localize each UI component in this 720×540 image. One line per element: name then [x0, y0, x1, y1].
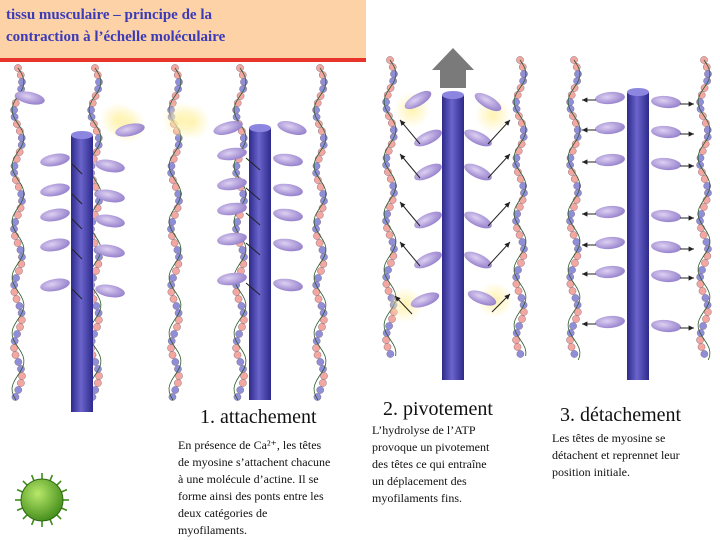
- actin-bead: [567, 224, 574, 231]
- actin-bead: [240, 78, 247, 85]
- actin-bead: [317, 267, 324, 274]
- actin-bead: [519, 238, 526, 245]
- actin-bead: [516, 322, 523, 329]
- actin-bead: [513, 105, 520, 112]
- actin-bead: [568, 266, 575, 273]
- actin-bead: [516, 231, 523, 238]
- actin-bead: [15, 386, 22, 393]
- actin-bead: [515, 147, 522, 154]
- myosin-filament-top: [71, 131, 93, 139]
- actin-bead: [172, 386, 179, 393]
- step-3-label: 3. détachement: [560, 404, 682, 426]
- actin-bead: [697, 105, 704, 112]
- arrowhead: [689, 275, 694, 280]
- myosin-head-icon: [462, 160, 494, 184]
- actin-bead: [567, 105, 574, 112]
- actin-bead: [15, 267, 22, 274]
- actin-bead: [312, 106, 319, 113]
- actin-bead: [15, 358, 22, 365]
- myosin-head-icon: [39, 206, 71, 223]
- actin-bead: [235, 295, 242, 302]
- actin-bead: [698, 266, 705, 273]
- actin-bead: [513, 329, 520, 336]
- actin-bead: [697, 329, 704, 336]
- actin-bead: [17, 379, 24, 386]
- actin-bead: [171, 239, 178, 246]
- actin-bead: [701, 350, 708, 357]
- actin-bead: [314, 351, 321, 358]
- myosin-head-icon: [651, 209, 682, 224]
- myosin-head-icon: [412, 126, 444, 150]
- actin-bead: [12, 351, 19, 358]
- actin-bead: [17, 365, 24, 372]
- actin-bead: [88, 113, 95, 120]
- myosin-filament-top: [249, 124, 271, 132]
- arrowhead: [582, 159, 587, 164]
- actin-bead: [318, 323, 325, 330]
- actin-bead: [93, 302, 100, 309]
- step-1-line: forme ainsi des ponts entre les: [178, 489, 324, 503]
- actin-bead: [514, 343, 521, 350]
- myosin-head-icon: [94, 282, 126, 299]
- arrowhead: [689, 131, 694, 136]
- actin-bead: [319, 379, 326, 386]
- actin-bead: [390, 126, 397, 133]
- actin-bead: [11, 337, 18, 344]
- myosin-head-icon: [272, 152, 303, 168]
- actin-bead: [233, 337, 240, 344]
- actin-bead: [238, 323, 245, 330]
- actin-bead: [313, 232, 320, 239]
- actin-bead: [385, 287, 392, 294]
- actin-bead: [170, 155, 177, 162]
- step-3-line: Les têtes de myosine se: [552, 431, 666, 445]
- step-2-line: L’hydrolyse de l’ATP: [372, 423, 476, 437]
- actin-bead: [571, 259, 578, 266]
- myosin-head-icon: [39, 151, 71, 168]
- actin-bead: [387, 350, 394, 357]
- myosin-head-icon: [412, 160, 444, 184]
- actin-bead: [175, 78, 182, 85]
- actin-bead: [384, 266, 391, 273]
- step-1-line: à une molécule d’actine. Il se: [178, 472, 319, 486]
- myosin-filament: [442, 95, 464, 380]
- actin-bead: [701, 259, 708, 266]
- actin-bead: [14, 239, 21, 246]
- actin-bead: [572, 294, 579, 301]
- actin-bead: [512, 98, 519, 105]
- actin-bead: [320, 134, 327, 141]
- actin-bead: [699, 147, 706, 154]
- actin-bead: [317, 358, 324, 365]
- actin-bead: [14, 330, 21, 337]
- myosin-head-icon: [272, 277, 303, 293]
- actin-bead: [517, 259, 524, 266]
- step-3-line: détachent et reprennet leur: [552, 448, 680, 462]
- actin-bead: [319, 246, 326, 253]
- actin-bead: [94, 379, 101, 386]
- actin-bead: [239, 246, 246, 253]
- arrowhead: [689, 246, 694, 251]
- actin-bead: [168, 337, 175, 344]
- actin-bead: [315, 295, 322, 302]
- actin-bead: [16, 302, 23, 309]
- actin-bead: [517, 350, 524, 357]
- myosin-head-icon: [595, 205, 626, 220]
- myosin-head-icon: [412, 248, 444, 272]
- step-1-description: [178, 437, 363, 539]
- myosin-head-icon: [595, 265, 626, 280]
- actin-bead: [703, 238, 710, 245]
- actin-bead: [173, 302, 180, 309]
- actin-bead: [567, 329, 574, 336]
- myosin-head-icon: [595, 121, 626, 136]
- myosin-head-icon: [272, 182, 303, 198]
- actin-bead: [385, 147, 392, 154]
- arrowhead: [689, 101, 694, 106]
- myosin-filament: [627, 92, 649, 380]
- actin-bead: [17, 246, 24, 253]
- actin-bead: [13, 155, 20, 162]
- actin-bead: [238, 302, 245, 309]
- step-2-line: un déplacement des: [372, 474, 467, 488]
- myosin-head-icon: [412, 208, 444, 232]
- actin-bead: [18, 134, 25, 141]
- arrowhead: [689, 325, 694, 330]
- actin-bead: [569, 287, 576, 294]
- actin-bead: [174, 365, 181, 372]
- step-2-description: [372, 422, 532, 507]
- myosin-head-icon: [595, 236, 626, 251]
- myosin-filament-top: [442, 91, 464, 99]
- actin-bead: [574, 126, 581, 133]
- actin-bead: [514, 266, 521, 273]
- actin-bead: [236, 330, 243, 337]
- actin-bead: [239, 365, 246, 372]
- myosin-head-icon: [651, 95, 682, 110]
- myosin-head-icon: [595, 91, 626, 106]
- actin-bead: [697, 224, 704, 231]
- actin-bead: [239, 379, 246, 386]
- actin-bead: [314, 274, 321, 281]
- actin-bead: [315, 155, 322, 162]
- actin-bead: [702, 294, 709, 301]
- actin-bead: [237, 358, 244, 365]
- actin-bead: [570, 322, 577, 329]
- myosin-head-icon: [462, 248, 494, 272]
- step-2-label: 2. pivotement: [383, 398, 493, 420]
- actin-bead: [233, 113, 240, 120]
- actin-bead: [520, 70, 527, 77]
- actin-bead: [704, 70, 711, 77]
- actin-bead: [320, 78, 327, 85]
- step-1-line: En présence de Ca²⁺, les têtes: [178, 438, 322, 452]
- actin-bead: [317, 386, 324, 393]
- actin-bead: [316, 239, 323, 246]
- actin-bead: [18, 78, 25, 85]
- actin-bead: [16, 323, 23, 330]
- actin-bead: [171, 330, 178, 337]
- myosin-head-icon: [272, 207, 303, 223]
- actin-bead: [699, 287, 706, 294]
- actin-bead: [700, 231, 707, 238]
- actin-bead: [696, 98, 703, 105]
- myosin-filament-top: [627, 88, 649, 96]
- step-1-label: 1. attachement: [200, 406, 317, 428]
- actin-bead: [518, 294, 525, 301]
- myosin-head-icon: [651, 157, 682, 172]
- actin-bead: [10, 106, 17, 113]
- myosin-head-icon: [651, 240, 682, 255]
- actin-bead: [383, 105, 390, 112]
- actin-bead: [237, 386, 244, 393]
- actin-bead: [700, 322, 707, 329]
- actin-bead: [232, 106, 239, 113]
- myosin-head-icon: [39, 236, 71, 253]
- actin-bead: [569, 147, 576, 154]
- arrowhead: [582, 321, 587, 326]
- actin-bead: [95, 78, 102, 85]
- actin-bead: [383, 329, 390, 336]
- arrowhead: [582, 271, 587, 276]
- actin-bead: [173, 323, 180, 330]
- actin-bead: [174, 246, 181, 253]
- actin-bead: [169, 274, 176, 281]
- myosin-head-icon: [94, 157, 126, 174]
- myosin-filament: [71, 135, 93, 412]
- arrowhead: [689, 215, 694, 220]
- step-1-line: myofilaments.: [178, 523, 247, 537]
- arrowhead: [582, 242, 587, 247]
- actin-bead: [12, 274, 19, 281]
- myosin-head-icon: [39, 276, 71, 293]
- arrowhead: [582, 97, 587, 102]
- step-3-description: [552, 430, 714, 481]
- step-1-line: deux catégories de: [178, 506, 268, 520]
- actin-bead: [174, 379, 181, 386]
- actin-bead: [570, 231, 577, 238]
- actin-bead: [384, 343, 391, 350]
- arrowhead: [689, 163, 694, 168]
- actin-bead: [572, 315, 579, 322]
- actin-bead: [319, 365, 326, 372]
- actin-bead: [168, 232, 175, 239]
- actin-bead: [316, 330, 323, 337]
- actin-bead: [11, 113, 18, 120]
- actin-bead: [172, 267, 179, 274]
- myosin-filament: [249, 128, 271, 400]
- actin-bead: [94, 365, 101, 372]
- actin-bead: [386, 322, 393, 329]
- step-3-line: position initiale.: [552, 465, 630, 479]
- actin-bead: [240, 134, 247, 141]
- panel-detachement: [566, 56, 711, 380]
- step-2-line: provoque un pivotement: [372, 440, 490, 454]
- panel-attachement: [10, 64, 327, 412]
- myosin-head-icon: [651, 319, 682, 334]
- step-2-line: des têtes ce qui entraîne: [372, 457, 487, 471]
- actin-bead: [698, 343, 705, 350]
- actin-bead: [513, 224, 520, 231]
- actin-bead: [93, 323, 100, 330]
- actin-bead: [702, 315, 709, 322]
- actin-bead: [11, 232, 18, 239]
- myosin-head-icon: [272, 237, 303, 253]
- myosin-head-icon: [595, 315, 626, 330]
- actin-bead: [518, 315, 525, 322]
- step-1-line: de myosine s’attachent chacune: [178, 455, 331, 469]
- actin-bead: [313, 337, 320, 344]
- panel-pivotement: [382, 48, 527, 380]
- myosin-head-icon: [276, 118, 308, 137]
- actin-bead: [170, 295, 177, 302]
- actin-bead: [313, 113, 320, 120]
- actin-bead: [566, 98, 573, 105]
- arrowhead: [582, 127, 587, 132]
- actin-bead: [573, 238, 580, 245]
- actin-bead: [382, 98, 389, 105]
- actin-bead: [390, 70, 397, 77]
- actin-bead: [520, 126, 527, 133]
- myosin-head-icon: [595, 153, 626, 168]
- myosin-head-icon: [462, 208, 494, 232]
- actin-bead: [318, 302, 325, 309]
- actin-bead: [571, 350, 578, 357]
- actin-bead: [95, 134, 102, 141]
- arrowhead: [582, 211, 587, 216]
- title-line-1: tissu musculaire – principe de la: [6, 7, 212, 23]
- step-2-line: myofilaments fins.: [372, 491, 462, 505]
- actin-bead: [92, 267, 99, 274]
- actin-bead: [574, 70, 581, 77]
- myosin-head-icon: [39, 181, 71, 198]
- actin-bead: [383, 224, 390, 231]
- actin-bead: [389, 238, 396, 245]
- myosin-head-icon: [94, 212, 126, 229]
- actin-bead: [386, 231, 393, 238]
- actin-bead: [172, 358, 179, 365]
- actin-bead: [515, 287, 522, 294]
- myosin-head-icon: [651, 269, 682, 284]
- virus-icon: [21, 479, 63, 521]
- actin-bead: [234, 351, 241, 358]
- title-line-2: contraction à l’échelle moléculaire: [6, 29, 226, 45]
- actin-bead: [568, 343, 575, 350]
- myosin-head-icon: [651, 125, 682, 140]
- actin-bead: [704, 126, 711, 133]
- attachment-glow: [174, 104, 210, 140]
- actin-bead: [87, 106, 94, 113]
- actin-bead: [169, 351, 176, 358]
- upward-arrow-icon: [432, 48, 474, 88]
- actin-bead: [387, 259, 394, 266]
- actin-bead: [13, 295, 20, 302]
